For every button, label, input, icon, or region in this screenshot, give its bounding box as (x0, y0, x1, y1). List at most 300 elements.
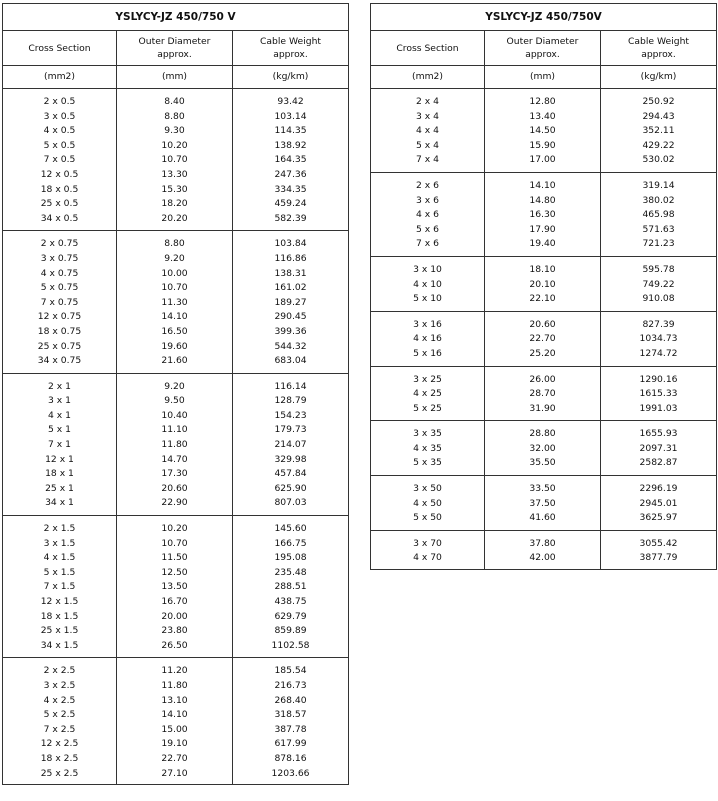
table-row (371, 366, 717, 387)
table-body (3, 4, 349, 785)
cable-weight-cell: 290.45 (233, 310, 349, 325)
cross-section-cell: 5 x 25 (371, 402, 485, 421)
cable-weight-cell: 807.03 (233, 496, 349, 515)
outer-diameter-cell: 16.50 (117, 325, 233, 340)
table-row (371, 223, 717, 238)
cross-section-cell: 3 x 1 (3, 394, 117, 409)
table-row (3, 354, 349, 373)
cable-weight-cell: 138.92 (233, 139, 349, 154)
table-row (371, 421, 717, 442)
cable-weight-cell: 380.02 (601, 194, 717, 209)
outer-diameter-cell: 21.60 (117, 354, 233, 373)
outer-diameter-cell: 15.00 (117, 723, 233, 738)
table-row (371, 530, 717, 551)
outer-diameter-cell: 20.20 (117, 212, 233, 231)
table-row (3, 679, 349, 694)
table-row (3, 153, 349, 168)
table-title-row (3, 4, 349, 31)
table-row (3, 595, 349, 610)
outer-diameter-cell: 9.20 (117, 252, 233, 267)
table-row (3, 197, 349, 212)
cable-weight-cell: 318.57 (233, 708, 349, 723)
table-row (3, 252, 349, 267)
outer-diameter-cell: 19.10 (117, 737, 233, 752)
cross-section-cell: 7 x 6 (371, 237, 485, 256)
outer-diameter-cell: 14.10 (117, 708, 233, 723)
outer-diameter-cell: 26.50 (117, 639, 233, 658)
table-row (3, 267, 349, 282)
cross-section-cell: 4 x 2.5 (3, 694, 117, 709)
outer-diameter-cell: 33.50 (485, 476, 601, 497)
table-row (3, 610, 349, 625)
cable-weight-cell: 93.42 (233, 89, 349, 110)
outer-diameter-cell: 15.30 (117, 183, 233, 198)
outer-diameter-cell: 18.10 (485, 256, 601, 277)
outer-diameter-cell: 37.50 (485, 497, 601, 512)
unit-row (3, 66, 349, 89)
cross-section-cell: 5 x 1 (3, 423, 117, 438)
cable-weight-header: Cable Weight approx. (601, 31, 717, 66)
cross-section-cell: 4 x 35 (371, 442, 485, 457)
outer-diameter-cell: 26.00 (485, 366, 601, 387)
cable-weight-cell: 749.22 (601, 278, 717, 293)
cross-section-cell: 4 x 50 (371, 497, 485, 512)
cable-weight-cell: 247.36 (233, 168, 349, 183)
cable-weight-unit: (kg/km) (601, 66, 717, 89)
cross-section-cell: 7 x 2.5 (3, 723, 117, 738)
cross-section-cell: 5 x 50 (371, 511, 485, 530)
cross-section-cell: 3 x 16 (371, 311, 485, 332)
cross-section-cell: 7 x 0.75 (3, 296, 117, 311)
table-row (3, 737, 349, 752)
table-row (3, 124, 349, 139)
table-row (3, 694, 349, 709)
table-row (3, 467, 349, 482)
cable-weight-cell: 166.75 (233, 537, 349, 552)
outer-diameter-cell: 8.40 (117, 89, 233, 110)
table-row (3, 394, 349, 409)
outer-diameter-cell: 11.20 (117, 658, 233, 679)
outer-diameter-cell: 14.70 (117, 453, 233, 468)
outer-diameter-cell: 20.10 (485, 278, 601, 293)
outer-diameter-cell: 11.10 (117, 423, 233, 438)
cable-weight-cell: 329.98 (233, 453, 349, 468)
table-row (3, 110, 349, 125)
cable-weight-cell: 2296.19 (601, 476, 717, 497)
cable-weight-cell: 629.79 (233, 610, 349, 625)
cross-section-cell: 18 x 0.75 (3, 325, 117, 340)
table-row (371, 402, 717, 421)
table-title-row (371, 4, 717, 31)
outer-diameter-cell: 31.90 (485, 402, 601, 421)
table-row (3, 139, 349, 154)
cross-section-cell: 12 x 1 (3, 453, 117, 468)
outer-diameter-cell: 22.90 (117, 496, 233, 515)
cross-section-cell: 34 x 1.5 (3, 639, 117, 658)
cross-section-cell: 3 x 0.75 (3, 252, 117, 267)
outer-diameter-cell: 42.00 (485, 551, 601, 569)
table-row (371, 139, 717, 154)
outer-diameter-cell: 14.10 (117, 310, 233, 325)
outer-diameter-cell: 28.80 (485, 421, 601, 442)
cross-section-cell: 2 x 0.5 (3, 89, 117, 110)
table-row (371, 237, 717, 256)
cable-table-right (370, 3, 717, 570)
cable-weight-cell: 114.35 (233, 124, 349, 139)
outer-diameter-cell: 25.20 (485, 347, 601, 366)
cable-weight-cell: 154.23 (233, 409, 349, 424)
cross-section-cell: 5 x 6 (371, 223, 485, 238)
table-row (3, 551, 349, 566)
cable-weight-header: Cable Weight approx. (233, 31, 349, 66)
cable-weight-cell: 250.92 (601, 89, 717, 110)
outer-diameter-cell: 22.10 (485, 292, 601, 311)
cross-section-cell: 2 x 1.5 (3, 516, 117, 537)
cable-weight-cell: 185.54 (233, 658, 349, 679)
table-row (3, 296, 349, 311)
outer-diameter-cell: 10.70 (117, 153, 233, 168)
cross-section-cell: 18 x 1.5 (3, 610, 117, 625)
cable-weight-cell: 1203.66 (233, 767, 349, 785)
table-title: YSLYCY-JZ 450/750V (371, 4, 717, 31)
cable-weight-cell: 878.16 (233, 752, 349, 767)
cross-section-cell: 5 x 4 (371, 139, 485, 154)
cable-weight-cell: 571.63 (601, 223, 717, 238)
table-row (3, 453, 349, 468)
cable-weight-cell: 399.36 (233, 325, 349, 340)
outer-diameter-cell: 12.50 (117, 566, 233, 581)
table-row (371, 124, 717, 139)
cable-weight-cell: 457.84 (233, 467, 349, 482)
cross-section-cell: 2 x 2.5 (3, 658, 117, 679)
cross-section-cell: 12 x 0.5 (3, 168, 117, 183)
table-row (3, 767, 349, 785)
cable-weight-cell: 116.86 (233, 252, 349, 267)
table-row (3, 708, 349, 723)
cable-weight-cell: 1034.73 (601, 332, 717, 347)
table-row (371, 476, 717, 497)
cross-section-cell: 4 x 1 (3, 409, 117, 424)
table-row (3, 516, 349, 537)
table-row (371, 208, 717, 223)
cable-weight-cell: 3625.97 (601, 511, 717, 530)
cable-weight-cell: 683.04 (233, 354, 349, 373)
cable-weight-cell: 625.90 (233, 482, 349, 497)
outer-diameter-cell: 14.50 (485, 124, 601, 139)
cross-section-cell: 25 x 1.5 (3, 624, 117, 639)
outer-diameter-cell: 13.50 (117, 580, 233, 595)
cable-weight-cell: 103.84 (233, 231, 349, 252)
outer-diameter-cell: 11.80 (117, 438, 233, 453)
cable-weight-cell: 3877.79 (601, 551, 717, 569)
table-row (3, 639, 349, 658)
outer-diameter-header: Outer Diameter approx. (485, 31, 601, 66)
cable-weight-cell: 319.14 (601, 172, 717, 193)
cross-section-cell: 2 x 6 (371, 172, 485, 193)
outer-diameter-cell: 19.60 (117, 340, 233, 355)
table-row (371, 110, 717, 125)
cross-section-cell: 25 x 2.5 (3, 767, 117, 785)
table-row (3, 373, 349, 394)
outer-diameter-cell: 10.00 (117, 267, 233, 282)
table-row (371, 442, 717, 457)
cross-section-cell: 3 x 35 (371, 421, 485, 442)
outer-diameter-cell: 22.70 (485, 332, 601, 347)
table-row (3, 340, 349, 355)
table-row (3, 580, 349, 595)
table-row (371, 89, 717, 110)
table-row (3, 89, 349, 110)
cross-section-cell: 5 x 35 (371, 456, 485, 475)
table-row (3, 183, 349, 198)
cable-weight-cell: 352.11 (601, 124, 717, 139)
outer-diameter-cell: 20.00 (117, 610, 233, 625)
cable-weight-cell: 268.40 (233, 694, 349, 709)
cable-weight-cell: 145.60 (233, 516, 349, 537)
cross-section-cell: 18 x 1 (3, 467, 117, 482)
cross-section-cell: 4 x 4 (371, 124, 485, 139)
cable-weight-cell: 2582.87 (601, 456, 717, 475)
outer-diameter-cell: 32.00 (485, 442, 601, 457)
cable-weight-cell: 214.07 (233, 438, 349, 453)
cable-weight-cell: 103.14 (233, 110, 349, 125)
outer-diameter-cell: 8.80 (117, 110, 233, 125)
table-row (3, 409, 349, 424)
cross-section-cell: 2 x 0.75 (3, 231, 117, 252)
outer-diameter-cell: 9.50 (117, 394, 233, 409)
cable-weight-cell: 3055.42 (601, 530, 717, 551)
cable-weight-cell: 582.39 (233, 212, 349, 231)
cross-section-unit: (mm2) (371, 66, 485, 89)
table-row (3, 624, 349, 639)
cross-section-header: Cross Section (3, 31, 117, 66)
cable-weight-cell: 721.23 (601, 237, 717, 256)
cable-weight-cell: 216.73 (233, 679, 349, 694)
cable-weight-cell: 1274.72 (601, 347, 717, 366)
outer-diameter-cell: 11.50 (117, 551, 233, 566)
table-row (371, 311, 717, 332)
table-row (371, 456, 717, 475)
cable-weight-cell: 530.02 (601, 153, 717, 172)
outer-diameter-cell: 12.80 (485, 89, 601, 110)
cable-weight-cell: 2945.01 (601, 497, 717, 512)
table-row (3, 438, 349, 453)
outer-diameter-cell: 10.70 (117, 281, 233, 296)
cable-weight-cell: 438.75 (233, 595, 349, 610)
table-row (371, 497, 717, 512)
cross-section-cell: 5 x 0.75 (3, 281, 117, 296)
table-row (371, 347, 717, 366)
outer-diameter-cell: 10.20 (117, 139, 233, 154)
table-row (371, 278, 717, 293)
cable-weight-cell: 910.08 (601, 292, 717, 311)
table-row (3, 658, 349, 679)
table-row (3, 310, 349, 325)
table-row (3, 566, 349, 581)
table-row (3, 212, 349, 231)
outer-diameter-cell: 37.80 (485, 530, 601, 551)
outer-diameter-cell: 11.80 (117, 679, 233, 694)
outer-diameter-cell: 16.70 (117, 595, 233, 610)
table-row (3, 231, 349, 252)
outer-diameter-header: Outer Diameter approx. (117, 31, 233, 66)
cross-section-cell: 3 x 25 (371, 366, 485, 387)
cable-weight-cell: 164.35 (233, 153, 349, 168)
cross-section-cell: 4 x 70 (371, 551, 485, 569)
cable-weight-cell: 1991.03 (601, 402, 717, 421)
cable-weight-cell: 1655.93 (601, 421, 717, 442)
cable-weight-cell: 827.39 (601, 311, 717, 332)
outer-diameter-cell: 41.60 (485, 511, 601, 530)
cable-weight-cell: 459.24 (233, 197, 349, 212)
outer-diameter-cell: 13.30 (117, 168, 233, 183)
outer-diameter-cell: 22.70 (117, 752, 233, 767)
cable-weight-cell: 544.32 (233, 340, 349, 355)
cable-weight-cell: 1290.16 (601, 366, 717, 387)
cross-section-cell: 5 x 1.5 (3, 566, 117, 581)
table-row (3, 482, 349, 497)
column-header-row (3, 31, 349, 66)
outer-diameter-cell: 13.40 (485, 110, 601, 125)
cable-weight-cell: 1615.33 (601, 387, 717, 402)
table-row (3, 423, 349, 438)
outer-diameter-cell: 13.10 (117, 694, 233, 709)
outer-diameter-cell: 9.30 (117, 124, 233, 139)
cross-section-cell: 2 x 4 (371, 89, 485, 110)
table-row (371, 387, 717, 402)
outer-diameter-cell: 14.10 (485, 172, 601, 193)
cross-section-cell: 4 x 1.5 (3, 551, 117, 566)
cable-weight-cell: 195.08 (233, 551, 349, 566)
outer-diameter-cell: 18.20 (117, 197, 233, 212)
table-row (3, 752, 349, 767)
outer-diameter-cell: 20.60 (485, 311, 601, 332)
cross-section-cell: 18 x 0.5 (3, 183, 117, 198)
cross-section-cell: 25 x 0.75 (3, 340, 117, 355)
outer-diameter-cell: 35.50 (485, 456, 601, 475)
table-body (371, 4, 717, 570)
table-row (3, 723, 349, 738)
cross-section-cell: 34 x 0.5 (3, 212, 117, 231)
cross-section-cell: 4 x 25 (371, 387, 485, 402)
table-row (3, 325, 349, 340)
unit-row (371, 66, 717, 89)
cross-section-header: Cross Section (371, 31, 485, 66)
cable-weight-cell: 235.48 (233, 566, 349, 581)
cross-section-cell: 7 x 1 (3, 438, 117, 453)
cable-weight-cell: 288.51 (233, 580, 349, 595)
cross-section-cell: 4 x 10 (371, 278, 485, 293)
outer-diameter-cell: 19.40 (485, 237, 601, 256)
cross-section-cell: 34 x 1 (3, 496, 117, 515)
cross-section-cell: 7 x 4 (371, 153, 485, 172)
cross-section-cell: 3 x 0.5 (3, 110, 117, 125)
table-row (3, 168, 349, 183)
cross-section-cell: 3 x 4 (371, 110, 485, 125)
outer-diameter-cell: 10.70 (117, 537, 233, 552)
cross-section-cell: 25 x 0.5 (3, 197, 117, 212)
cross-section-cell: 5 x 10 (371, 292, 485, 311)
table-row (3, 496, 349, 515)
outer-diameter-cell: 15.90 (485, 139, 601, 154)
cross-section-cell: 7 x 1.5 (3, 580, 117, 595)
table-row (371, 153, 717, 172)
cross-section-cell: 7 x 0.5 (3, 153, 117, 168)
outer-diameter-cell: 9.20 (117, 373, 233, 394)
cross-section-cell: 5 x 16 (371, 347, 485, 366)
cable-weight-cell: 138.31 (233, 267, 349, 282)
outer-diameter-cell: 11.30 (117, 296, 233, 311)
column-header-row (371, 31, 717, 66)
outer-diameter-cell: 8.80 (117, 231, 233, 252)
cable-weight-cell: 1102.58 (233, 639, 349, 658)
cable-weight-cell: 595.78 (601, 256, 717, 277)
outer-diameter-cell: 17.30 (117, 467, 233, 482)
cable-weight-cell: 334.35 (233, 183, 349, 198)
cross-section-cell: 2 x 1 (3, 373, 117, 394)
table-row (371, 511, 717, 530)
outer-diameter-cell: 14.80 (485, 194, 601, 209)
cross-section-unit: (mm2) (3, 66, 117, 89)
cross-section-cell: 3 x 50 (371, 476, 485, 497)
outer-diameter-cell: 16.30 (485, 208, 601, 223)
cable-weight-unit: (kg/km) (233, 66, 349, 89)
cross-section-cell: 12 x 2.5 (3, 737, 117, 752)
cable-weight-cell: 465.98 (601, 208, 717, 223)
cross-section-cell: 3 x 6 (371, 194, 485, 209)
cross-section-cell: 5 x 2.5 (3, 708, 117, 723)
cable-weight-cell: 189.27 (233, 296, 349, 311)
cross-section-cell: 18 x 2.5 (3, 752, 117, 767)
outer-diameter-unit: (mm) (117, 66, 233, 89)
table-row (371, 292, 717, 311)
outer-diameter-cell: 17.90 (485, 223, 601, 238)
table-row (3, 281, 349, 296)
outer-diameter-cell: 23.80 (117, 624, 233, 639)
outer-diameter-cell: 10.20 (117, 516, 233, 537)
cable-weight-cell: 179.73 (233, 423, 349, 438)
cross-section-cell: 3 x 10 (371, 256, 485, 277)
cable-weight-cell: 859.89 (233, 624, 349, 639)
cross-section-cell: 4 x 0.75 (3, 267, 117, 282)
cross-section-cell: 4 x 0.5 (3, 124, 117, 139)
outer-diameter-cell: 17.00 (485, 153, 601, 172)
cross-section-cell: 34 x 0.75 (3, 354, 117, 373)
cross-section-cell: 3 x 70 (371, 530, 485, 551)
cable-table-left (2, 3, 349, 785)
cross-section-cell: 4 x 16 (371, 332, 485, 347)
cable-weight-cell: 294.43 (601, 110, 717, 125)
table-title: YSLYCY-JZ 450/750 V (3, 4, 349, 31)
cross-section-cell: 25 x 1 (3, 482, 117, 497)
outer-diameter-unit: (mm) (485, 66, 601, 89)
cable-weight-cell: 128.79 (233, 394, 349, 409)
outer-diameter-cell: 27.10 (117, 767, 233, 785)
table-row (371, 194, 717, 209)
cable-weight-cell: 617.99 (233, 737, 349, 752)
outer-diameter-cell: 28.70 (485, 387, 601, 402)
cable-weight-cell: 161.02 (233, 281, 349, 296)
cross-section-cell: 5 x 0.5 (3, 139, 117, 154)
cross-section-cell: 12 x 0.75 (3, 310, 117, 325)
table-row (371, 256, 717, 277)
outer-diameter-cell: 10.40 (117, 409, 233, 424)
table-row (3, 537, 349, 552)
cross-section-cell: 4 x 6 (371, 208, 485, 223)
cable-weight-cell: 116.14 (233, 373, 349, 394)
cross-section-cell: 3 x 1.5 (3, 537, 117, 552)
table-row (371, 332, 717, 347)
